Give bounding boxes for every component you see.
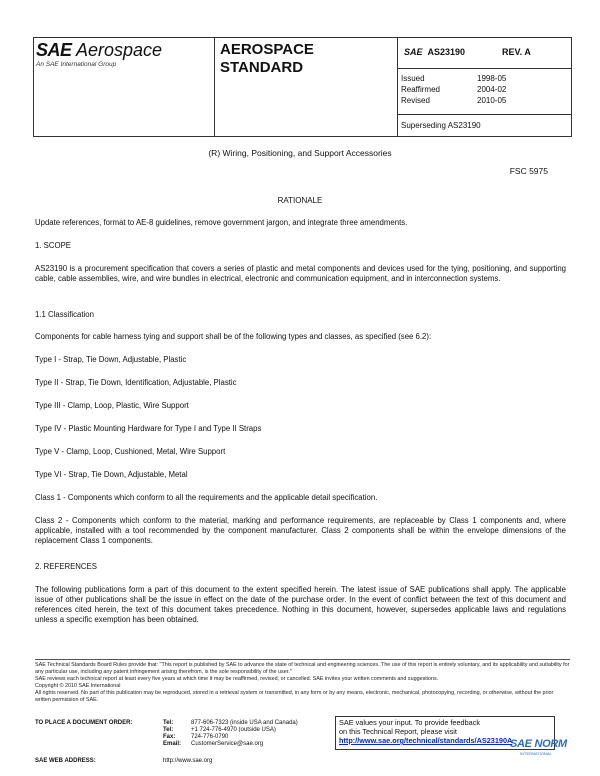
footer-review: SAE reviews each technical report at least every five years at which time it may be reaffirmed, revised, or cancelled. SAE invites your written comments and suggestions. bbox=[35, 676, 439, 682]
document-number: SAE AS23190 bbox=[404, 47, 466, 57]
scope-text: AS23190 is a procurement specification that covers a series of plastic and metal components and devices used for the tying, positioning, and supporting cable, cable assemblies, wire, and wire bundles in electrical, electronic and communication equipment, and in interconnection systems. bbox=[35, 264, 566, 283]
feedback-box: SAE values your input. To provide feedback on this Technical Report, please visit http://www.sae.org/technical/standards/AS23190A bbox=[335, 716, 555, 750]
date-table: Issued 1998-05 Reaffirmed 2004-02 Revised 2010-05 bbox=[401, 74, 507, 105]
web-address: SAE WEB ADDRESS: http://www.sae.org bbox=[35, 758, 213, 764]
footer-divider bbox=[35, 659, 570, 660]
classification-intro: Components for cable harness tying and support shall be of the following types and classes, as specified (see 6.2): bbox=[35, 332, 432, 341]
sae-logo: SAE bbox=[36, 40, 72, 60]
scope-heading: 1. SCOPE bbox=[35, 241, 71, 250]
footer-rights: All rights reserved. No part of this publication may be reproduced, stored in a retrieval system or transmitted, in any form or by any means, electronic, mechanical, photocopying, recording, or otherwise, without the prior written permission of SAE. bbox=[35, 690, 554, 703]
references-text: The following publications form a part of this document to the extent specified herein. The latest issue of SAE publications shall apply. The applicable issue of other publications shall be the issue in effect on the date of the purchase order. In the event of conflict between the text of this document and references cited herein, the text of this document takes precedence. Nothing in this document, however, supersedes applicable laws and regulations unless a specific exemption has been obtained. bbox=[35, 585, 566, 624]
class1-text: Class 1 - Components which conform to all the requirements and the applicable detail specification. bbox=[35, 493, 378, 502]
document-title: (R) Wiring, Positioning, and Support Accessories bbox=[208, 148, 392, 158]
aerospace-logo-text: Aerospace bbox=[76, 40, 163, 60]
references-heading: 2. REFERENCES bbox=[35, 562, 97, 571]
standard-type: AEROSPACE STANDARD bbox=[220, 41, 314, 76]
header-box bbox=[33, 37, 572, 137]
feedback-link[interactable]: http://www.sae.org/technical/standards/AS23190A bbox=[339, 736, 513, 745]
header-divider bbox=[397, 68, 571, 69]
footer-notes bbox=[35, 662, 570, 704]
type-item: Type V - Clamp, Loop, Cushioned, Metal, Wire Support bbox=[35, 447, 226, 456]
type-item: Type IV - Plastic Mounting Hardware for Type I and Type II Straps bbox=[35, 424, 262, 433]
type-item: Type III - Clamp, Loop, Plastic, Wire Support bbox=[35, 401, 189, 410]
rationale-text: Update references, format to AE-8 guidelines, remove government jargon, and integrate three amendments. bbox=[35, 218, 408, 227]
order-contact: TO PLACE A DOCUMENT ORDER: Tel: 877-606-7323 (inside USA and Canada) Tel: +1 724-776-4970 (outside USA) Fax: 724-776-0790 Email: CustomerService@sae.org bbox=[35, 720, 298, 747]
rationale-heading: RATIONALE bbox=[277, 196, 323, 205]
superseding: Superseding AS23190 bbox=[401, 121, 481, 130]
header-divider bbox=[214, 38, 215, 136]
watermark-stamp-sub: INTERNATIONAL bbox=[520, 751, 552, 756]
type-item: Type VI - Strap, Tie Down, Adjustable, Metal bbox=[35, 470, 188, 479]
fsc-code: FSC 5975 bbox=[509, 166, 548, 176]
watermark-stamp: SAE NORM bbox=[510, 738, 567, 750]
header-divider bbox=[397, 38, 398, 136]
revision: REV. A bbox=[502, 47, 531, 57]
email-link[interactable]: CustomerService@sae.org bbox=[191, 741, 264, 747]
type-item: Type II - Strap, Tie Down, Identification, Adjustable, Plastic bbox=[35, 378, 237, 387]
classification-heading: 1.1 Classification bbox=[35, 310, 94, 319]
footer-rules: SAE Technical Standards Board Rules provide that: "This report is published by SAE to advance the state of technical and engineering sciences. The use of this report is entirely voluntary, and its applicability and suitability for any particular use, including any patent infringement arising therefrom, is the sole responsibility of the user." bbox=[35, 662, 570, 675]
footer-copyright: Copyright © 2010 SAE International bbox=[35, 683, 121, 689]
type-item: Type I - Strap, Tie Down, Adjustable, Plastic bbox=[35, 355, 187, 364]
class2-text: Class 2 - Components which conform to the material, marking and performance requirements, are replaceable by Class 1 components and, where applicable, installed with a tool recommended by the component manufacturer. Class 2 components shall be within the envelope dimensions of the replacement Class 1 components. bbox=[35, 516, 566, 545]
header-divider bbox=[397, 114, 571, 115]
web-link[interactable]: http://www.sae.org bbox=[163, 758, 213, 764]
logo-subtitle: An SAE International Group bbox=[36, 61, 117, 68]
